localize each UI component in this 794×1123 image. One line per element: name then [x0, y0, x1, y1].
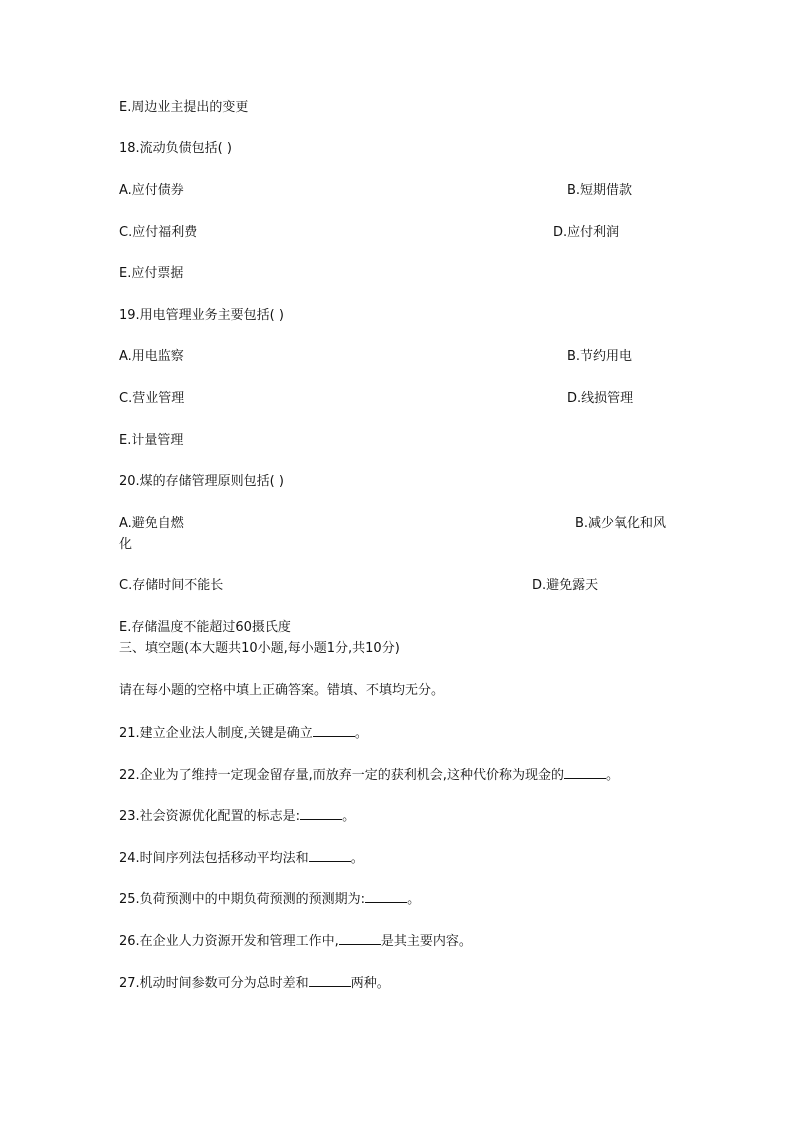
answer-blank[interactable]	[309, 849, 351, 862]
question-suffix: 。	[342, 809, 356, 824]
q17-option-e: E.周边业主提出的变更	[119, 100, 249, 115]
q18-option-d: D.应付利润	[553, 225, 620, 240]
question-text: 27.机动时间参数可分为总时差和	[119, 976, 309, 991]
fill-question-26	[119, 932, 472, 950]
fill-question-21	[119, 724, 368, 742]
question-suffix: 。	[354, 726, 368, 741]
question-suffix: 是其主要内容。	[380, 934, 472, 949]
q19-option-e: E.计量管理	[119, 433, 184, 448]
answer-blank[interactable]	[313, 724, 355, 737]
question-suffix: 。	[605, 768, 619, 783]
question-text: 23.社会资源优化配置的标志是:	[119, 809, 301, 824]
question-text: 21.建立企业法人制度,关键是确立	[119, 726, 313, 741]
fill-question-24	[119, 849, 364, 867]
q19-option-d: D.线损管理	[567, 391, 634, 406]
q20-option-b-wrap: 化	[119, 537, 133, 552]
fill-question-25	[119, 890, 420, 908]
question-text: 26.在企业人力资源开发和管理工作中,	[119, 934, 339, 949]
question-suffix: 。	[350, 851, 364, 866]
answer-blank[interactable]	[564, 766, 606, 779]
q18-question: 18.流动负债包括( )	[119, 141, 232, 156]
answer-blank[interactable]	[300, 807, 342, 820]
q18-option-e: E.应付票据	[119, 266, 184, 281]
question-suffix: 两种。	[350, 976, 390, 991]
q19-question: 19.用电管理业务主要包括( )	[119, 308, 284, 323]
answer-blank[interactable]	[339, 932, 381, 945]
q18-option-c: C.应付福利费	[119, 225, 198, 240]
question-text: 24.时间序列法包括移动平均法和	[119, 851, 309, 866]
q18-option-a: A.应付债券	[119, 183, 184, 198]
fill-question-23	[119, 807, 355, 825]
q20-option-c: C.存储时间不能长	[119, 578, 224, 593]
q20-question: 20.煤的存储管理原则包括( )	[119, 474, 284, 489]
q20-option-d: D.避免露天	[532, 578, 599, 593]
question-text: 22.企业为了维持一定现金留存量,而放弃一定的获利机会,这种代价称为现金的	[119, 768, 564, 783]
fill-question-22	[119, 766, 619, 784]
q19-option-a: A.用电监察	[119, 349, 184, 364]
q20-option-b: B.减少氧化和风	[575, 516, 667, 531]
q18-option-b: B.短期借款	[567, 183, 633, 198]
answer-blank[interactable]	[309, 974, 351, 987]
q20-option-e: E.存储温度不能超过60摄氏度	[119, 620, 291, 635]
q19-option-c: C.营业管理	[119, 391, 185, 406]
section-instruction: 请在每小题的空格中填上正确答案。错填、不填均无分。	[119, 683, 445, 698]
q19-option-b: B.节约用电	[567, 349, 633, 364]
q20-option-a: A.避免自燃	[119, 516, 184, 531]
section-heading: 三、填空题(本大题共10小题,每小题1分,共10分)	[119, 641, 400, 656]
answer-blank[interactable]	[365, 890, 407, 903]
question-text: 25.负荷预测中的中期负荷预测的预测期为:	[119, 892, 366, 907]
fill-question-27	[119, 974, 390, 992]
question-suffix: 。	[407, 892, 421, 907]
